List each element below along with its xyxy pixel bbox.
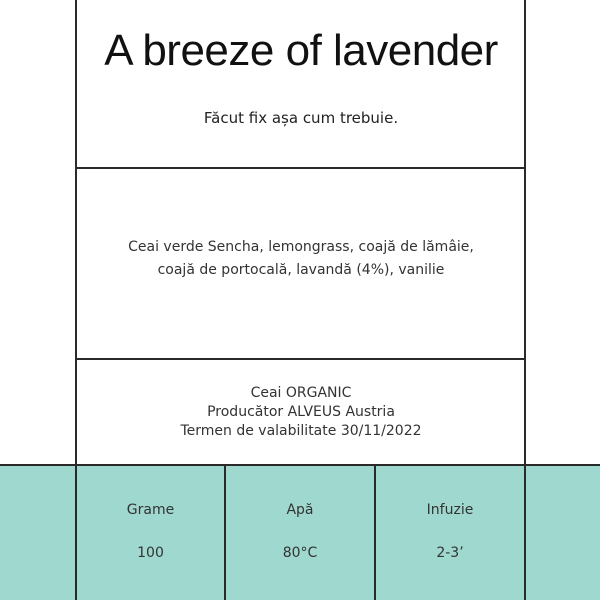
product-info [78, 384, 524, 441]
spec-value: 80°C [282, 545, 318, 561]
spec-water [226, 466, 374, 600]
specs-divider [524, 464, 526, 600]
info-expiry: Termen de valabilitate 30/11/2022 [180, 423, 422, 439]
frame-left-border [75, 0, 77, 465]
spec-label: Infuzie [426, 502, 474, 518]
ingredients-text [78, 236, 524, 282]
product-subtitle: Făcut fix așa cum trebuie. [203, 109, 399, 127]
spec-value: 100 [137, 545, 164, 561]
spec-value: 2-3’ [436, 545, 464, 561]
info-producer: Producător ALVEUS Austria [207, 404, 395, 420]
ingredients-line: coajă de portocală, lavandă (4%), vanilie [157, 262, 445, 278]
info-organic: Ceai ORGANIC [250, 385, 352, 401]
divider-title-ingredients [76, 167, 526, 169]
product-title: A breeze of lavender [104, 26, 498, 75]
spec-infusion [376, 466, 524, 600]
divider-ingredients-info [76, 358, 526, 360]
ingredients-line: Ceai verde Sencha, lemongrass, coajă de lămâie, [128, 239, 474, 255]
spec-label: Grame [126, 502, 175, 518]
spec-grams [77, 466, 224, 600]
spec-label: Apă [286, 502, 314, 518]
frame-right-border [524, 0, 526, 465]
